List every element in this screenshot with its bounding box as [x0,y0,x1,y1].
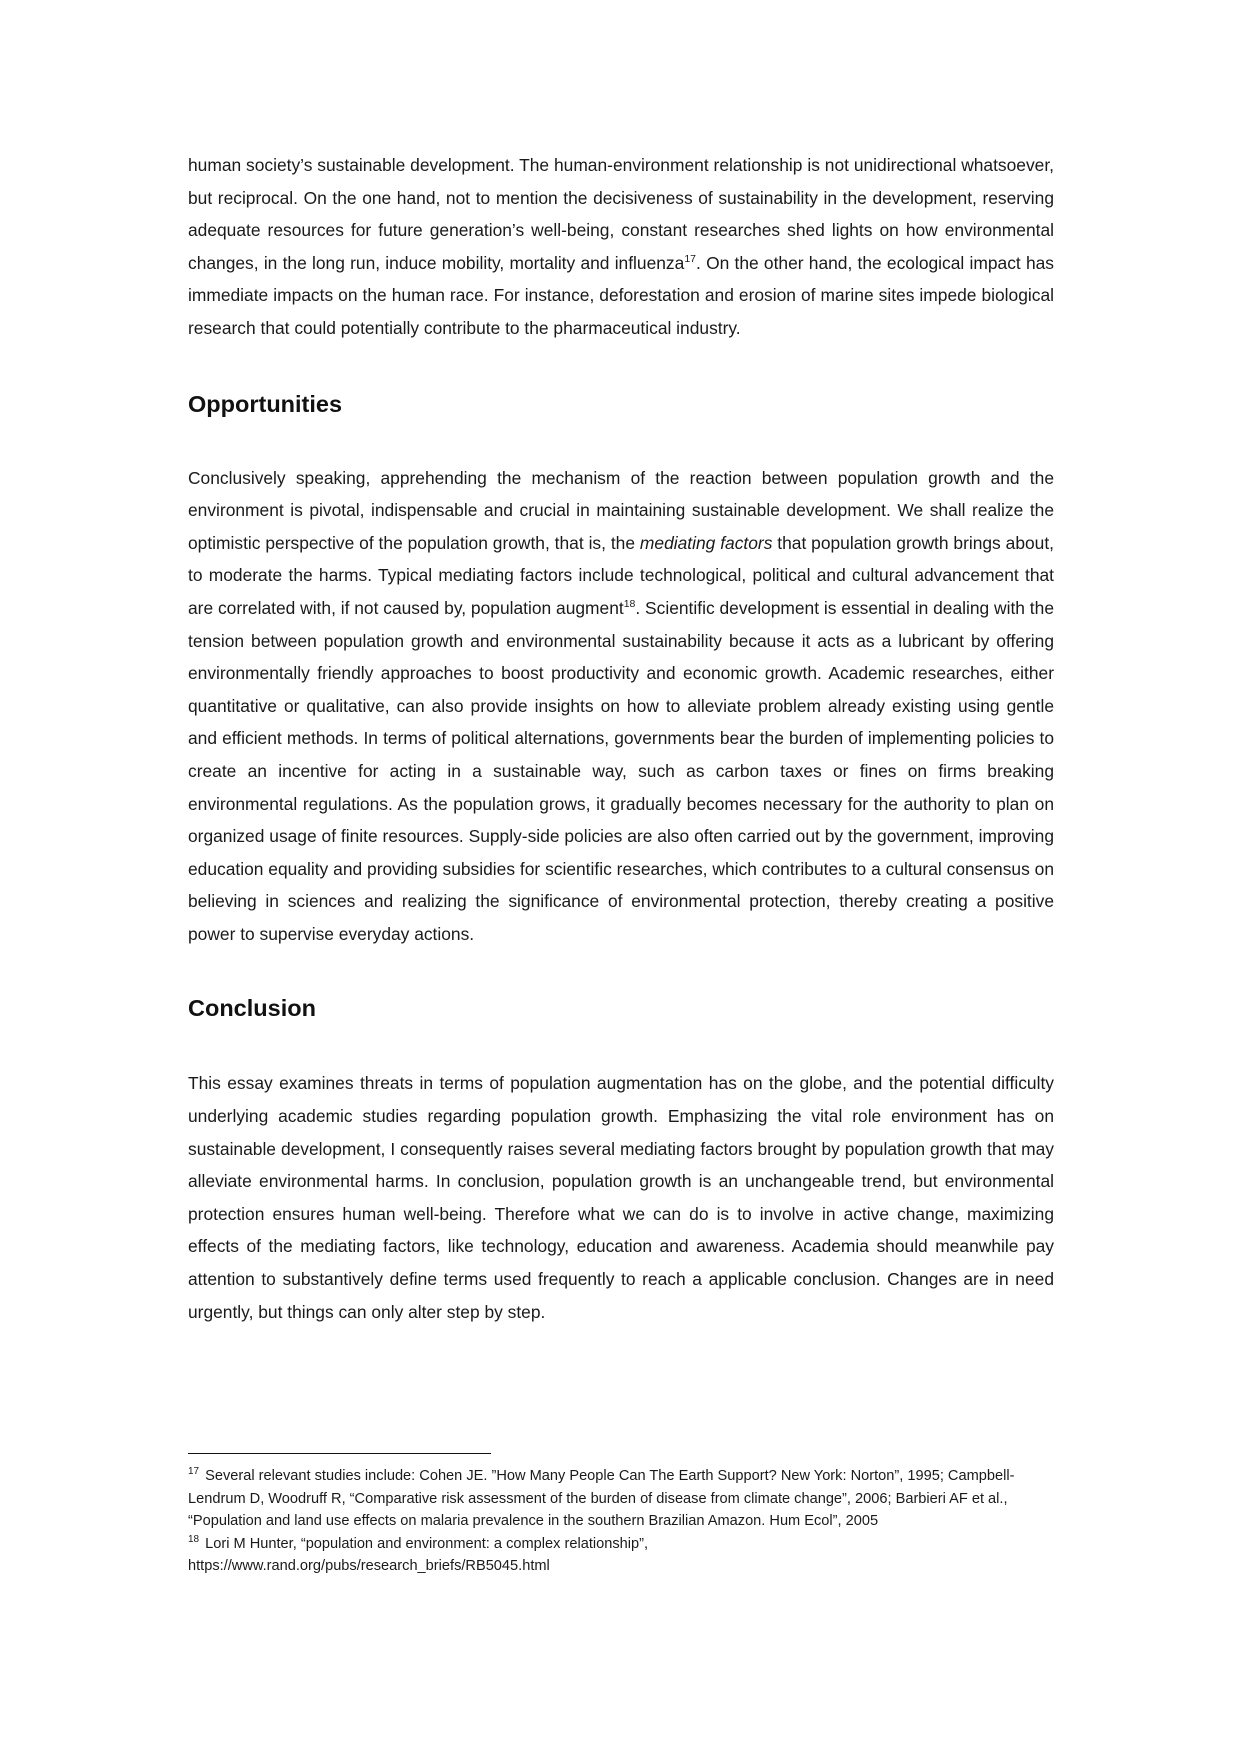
intro-paragraph [188,149,1054,345]
opportunities-text-part-2: that population growth brings about, to moderate the harms. Typical mediating factors include technological, political and cultural advancement that are correlated with, if not caused by, population augment [188,532,1054,618]
italic-term: mediating factors [639,532,773,553]
footnote-text: Several relevant studies include: Cohen JE. ”How Many People Can The Earth Support? New York: Norton”, 1995; Campbell-Lendrum D, Woodruff R, “Comparative risk assessment of the burden of disease from climate change”, 2006; Barbieri AF et al., “Population and land use effects on malaria prevalence in the southern Brazilian Amazon. Hum Ecol”, 2005 [188,1468,1015,1530]
conclusion-paragraph: This essay examines threats in terms of population augmentation has on the globe, and the potential difficulty underlying academic studies regarding population growth. Emphasizing the vital role environment has on sustainable development, I consequently raises several mediating factors brought by population growth that may alleviate environmental harms. In conclusion, population growth is an unchangeable trend, but environmental protection ensures human well-being. Therefore what we can do is to involve in active change, maximizing effects of the mediating factors, like technology, education and awareness. Academia should meanwhile pay attention to substantively define terms used frequently to reach a applicable conclusion. Changes are in need urgently, but things can only alter step by step. [188,1073,1054,1322]
footnote-17 [188,1465,1054,1533]
opportunities-text-part-3: . Scientific development is essential in dealing with the tension between population growth and environmental sustainability because it acts as a lubricant by offering environmentally friendly approaches to boost productivity and economic growth. Academic researches, either quantitative or qualitative, can also provide insights on how to alleviate problem already existing using gentle and efficient methods. In terms of political alternations, governments bear the burden of implementing policies to create an incentive for acting in a sustainable way, such as carbon taxes or fines on firms breaking environmental regulations. As the population grows, it gradually becomes necessary for the authority to plan on organized usage of finite resources. Supply-side policies are also often carried out by the government, improving education equality and providing subsidies for scientific researches, which contributes to a cultural consensus on believing in sciences and realizing the significance of environmental protection, thereby creating a positive power to supervise everyday actions. [188,597,1054,944]
document-body [188,149,1054,1328]
intro-text-part-1: human society’s sustainable development. The human-environment relationship is not unidirectional whatsoever, but reciprocal. On the one hand, not to mention the decisiveness of sustainability in the development, reserving adequate resources for future generation’s well-being, constant researches shed lights on how environmental changes, in the long run, induce mobility, mortality and influenza [188,155,1054,273]
opportunities-text-part-1: Conclusively speaking, apprehending the mechanism of the reaction between population growth and the environment is pivotal, indispensable and crucial in maintaining sustainable development. We shall realize the optimistic perspective of the population growth, that is, the [188,467,1054,553]
footnote-18 [188,1533,1054,1556]
footnote-text: Lori M Hunter, “population and environment: a complex relationship”, [205,1535,649,1552]
opportunities-paragraph [188,462,1054,951]
footnote-ref-18[interactable]: 18 [623,598,636,611]
intro-text-part-2: . On the other hand, the ecological impact has immediate impacts on the human race. For instance, deforestation and erosion of marine sites impede biological research that could potentially contribute to the pharmaceutical industry. [188,252,1054,338]
footnote-ref-17[interactable]: 17 [684,252,696,265]
footnote-separator [188,1453,491,1454]
footnote-mark: 18 [188,1533,200,1545]
section-heading-conclusion: Conclusion [188,995,316,1022]
footnote-link[interactable]: https://www.rand.org/pubs/research_briefs/RB5045.html [188,1558,550,1575]
footnote-mark: 17 [188,1466,200,1478]
section-heading-opportunities: Opportunities [188,390,343,417]
footnotes [188,1465,1054,1578]
